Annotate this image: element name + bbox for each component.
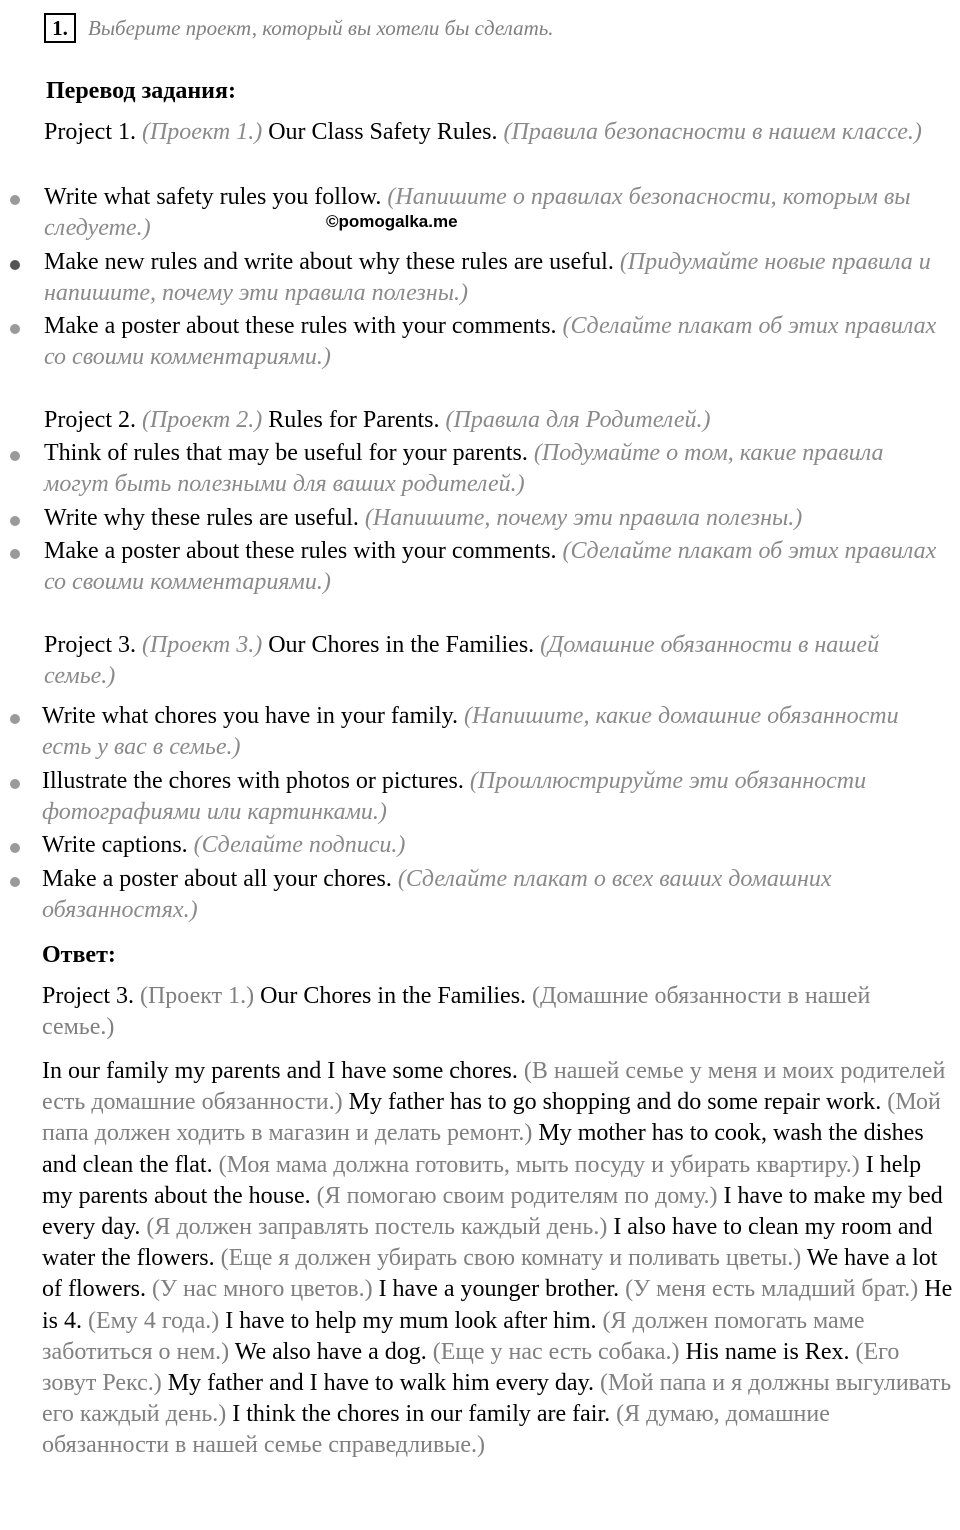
item-ru: (Проиллюстрируйте эти обязанности фотографиями или картинками.) — [42, 768, 867, 825]
item-en: Think of rules that may be useful for your parents. — [44, 440, 528, 466]
sentence-en: My father and I have to walk him every day. — [167, 1370, 595, 1397]
sentence-en: My father has to go shopping and do some repair work. — [348, 1089, 882, 1116]
sentence-en: His name is Rex. — [685, 1338, 850, 1365]
task-text: Выберите проект, который вы хотели бы сделать. — [88, 15, 554, 40]
list-item — [44, 182, 924, 244]
answer-project-name-ru: (Домашние обязанности в нашей семье.) — [42, 983, 871, 1040]
translation-heading: Перевод задания: — [46, 78, 236, 104]
project-3-name-ru: (Домашние обязанности в нашей семье.) — [44, 632, 880, 689]
project-1-label-ru: (Проект 1.) — [141, 119, 263, 145]
answer-project-label: Project 3. — [42, 983, 134, 1009]
sentence-en: We have a lot of flowers. — [42, 1245, 938, 1303]
list-item — [44, 311, 954, 373]
sentence-en: I have to help my mum look after him. — [225, 1307, 597, 1334]
sentence-en: I think the chores in our family are fair. — [232, 1401, 611, 1428]
sentence-ru: (Ему 4 года.) — [88, 1307, 220, 1334]
sentence-ru: (У нас много цветов.) — [151, 1276, 373, 1303]
list-item — [42, 830, 942, 861]
task-number: 1. — [44, 13, 76, 43]
item-ru: (Придумайте новые правила и напишите, почему эти правила полезны.) — [44, 249, 931, 306]
watermark: ©pomogalka.me — [326, 212, 458, 231]
list-item — [44, 536, 954, 598]
item-en: Write what safety rules you follow. — [44, 184, 382, 210]
sentence-ru: (Моя мама должна готовить, мыть посуду и убирать квартиру.) — [218, 1151, 860, 1178]
item-en: Make a poster about these rules with your comments. — [44, 538, 557, 564]
bullet — [10, 516, 20, 526]
bullet — [10, 714, 20, 724]
project-3-label: Project 3. — [44, 632, 136, 658]
bullet — [10, 324, 20, 334]
item-en: Write what chores you have in your family. — [42, 703, 459, 729]
list-item — [44, 247, 954, 309]
project-3-label-ru: (Проект 3.) — [141, 632, 263, 658]
project-1-label: Project 1. — [44, 119, 136, 145]
sentence-ru: (Мой папа должен ходить в магазин и делать ремонт.) — [42, 1089, 941, 1147]
sentence-en: We also have a dog. — [234, 1338, 427, 1365]
list-item — [42, 701, 902, 763]
answer-project-name: Our Chores in the Families. — [260, 983, 527, 1009]
sentence-en: My mother has to cook, wash the dishes and clean the flat. — [42, 1120, 924, 1178]
sentence-en: I have a younger brother. — [378, 1276, 620, 1303]
item-ru: (Напишите о правилах безопасности, которым вы следуете.) — [44, 184, 911, 241]
answer-title — [42, 981, 922, 1043]
sentence-en: I also have to clean my room and water the flowers. — [42, 1214, 933, 1272]
sentence-ru: (Я должен помогать маме заботиться о нем.) — [42, 1307, 865, 1365]
item-ru: (Сделайте подписи.) — [193, 832, 406, 858]
bullet — [10, 260, 20, 270]
bullet — [10, 451, 20, 461]
sentence-ru: (Мой папа и я должны выгуливать его каждый день.) — [42, 1370, 952, 1428]
sentence-en: He is 4. — [42, 1276, 953, 1334]
project-3-title — [44, 630, 934, 692]
item-ru: (Сделайте плакат о всех ваших домашних обязанностях.) — [42, 866, 832, 923]
sentence-ru: (Его зовут Рекс.) — [42, 1338, 900, 1397]
project-2-title — [44, 405, 954, 436]
item-en: Make a poster about all your chores. — [42, 866, 392, 892]
task-header — [44, 12, 554, 44]
sentence-ru: (Я помогаю своим родителям по дому.) — [316, 1182, 718, 1209]
project-1-name-ru: (Правила безопасности в нашем классе.) — [503, 119, 922, 145]
sentence-ru: (Я должен заправлять постель каждый день.) — [146, 1214, 608, 1241]
answer-heading: Ответ: — [42, 942, 116, 968]
item-en: Make new rules and write about why these rules are useful. — [44, 249, 614, 275]
sentence-ru: (Еще у нас есть собака.) — [432, 1338, 680, 1365]
sentence-ru: (В нашей семье у меня и моих родителей есть домашние обязанности.) — [42, 1058, 946, 1116]
item-ru: (Напишите, какие домашние обязанности есть у вас в семье.) — [42, 703, 899, 760]
list-item — [44, 503, 954, 534]
project-2-name-ru: (Правила для Родителей.) — [445, 407, 711, 433]
sentence-en: I have to make my bed every day. — [42, 1182, 943, 1241]
item-en: Write why these rules are useful. — [44, 505, 359, 531]
project-1-title — [44, 117, 954, 148]
sentence-en: In our family my parents and I have some chores. — [42, 1058, 518, 1084]
answer-text — [42, 1056, 954, 1462]
item-en: Make a poster about these rules with your comments. — [44, 313, 557, 339]
answer-project-label-ru: (Проект 1.) — [139, 983, 255, 1009]
sentence-ru: (Еще я должен убирать свою комнату и поливать цветы.) — [220, 1245, 802, 1272]
bullet — [10, 549, 20, 559]
item-ru: (Подумайте о том, какие правила могут быть полезными для ваших родителей.) — [44, 440, 884, 497]
item-ru: (Напишите, почему эти правила полезны.) — [364, 505, 803, 531]
sentence-ru: (Я думаю, домашние обязанности в нашей семье справедливые.) — [42, 1401, 830, 1459]
bullet — [10, 843, 20, 853]
bullet — [10, 877, 20, 887]
bullet — [10, 779, 20, 789]
sentence-ru: (У меня есть младший брат.) — [625, 1276, 919, 1303]
list-item — [44, 438, 924, 500]
project-2-label-ru: (Проект 2.) — [141, 407, 263, 433]
item-en: Write captions. — [42, 832, 188, 858]
list-item — [42, 766, 902, 828]
item-ru: (Сделайте плакат об этих правилах со своими комментариями.) — [44, 313, 937, 370]
sentence-en: I help my parents about the house. — [42, 1151, 922, 1209]
item-ru: (Сделайте плакат об этих правилах со своими комментариями.) — [44, 538, 937, 595]
bullet — [10, 195, 20, 205]
list-item — [42, 864, 952, 926]
project-2-label: Project 2. — [44, 407, 136, 433]
project-2-name: Rules for Parents. — [268, 407, 440, 433]
project-1-name: Our Class Safety Rules. — [268, 119, 498, 145]
item-en: Illustrate the chores with photos or pictures. — [42, 768, 464, 794]
project-3-name: Our Chores in the Families. — [268, 632, 535, 658]
